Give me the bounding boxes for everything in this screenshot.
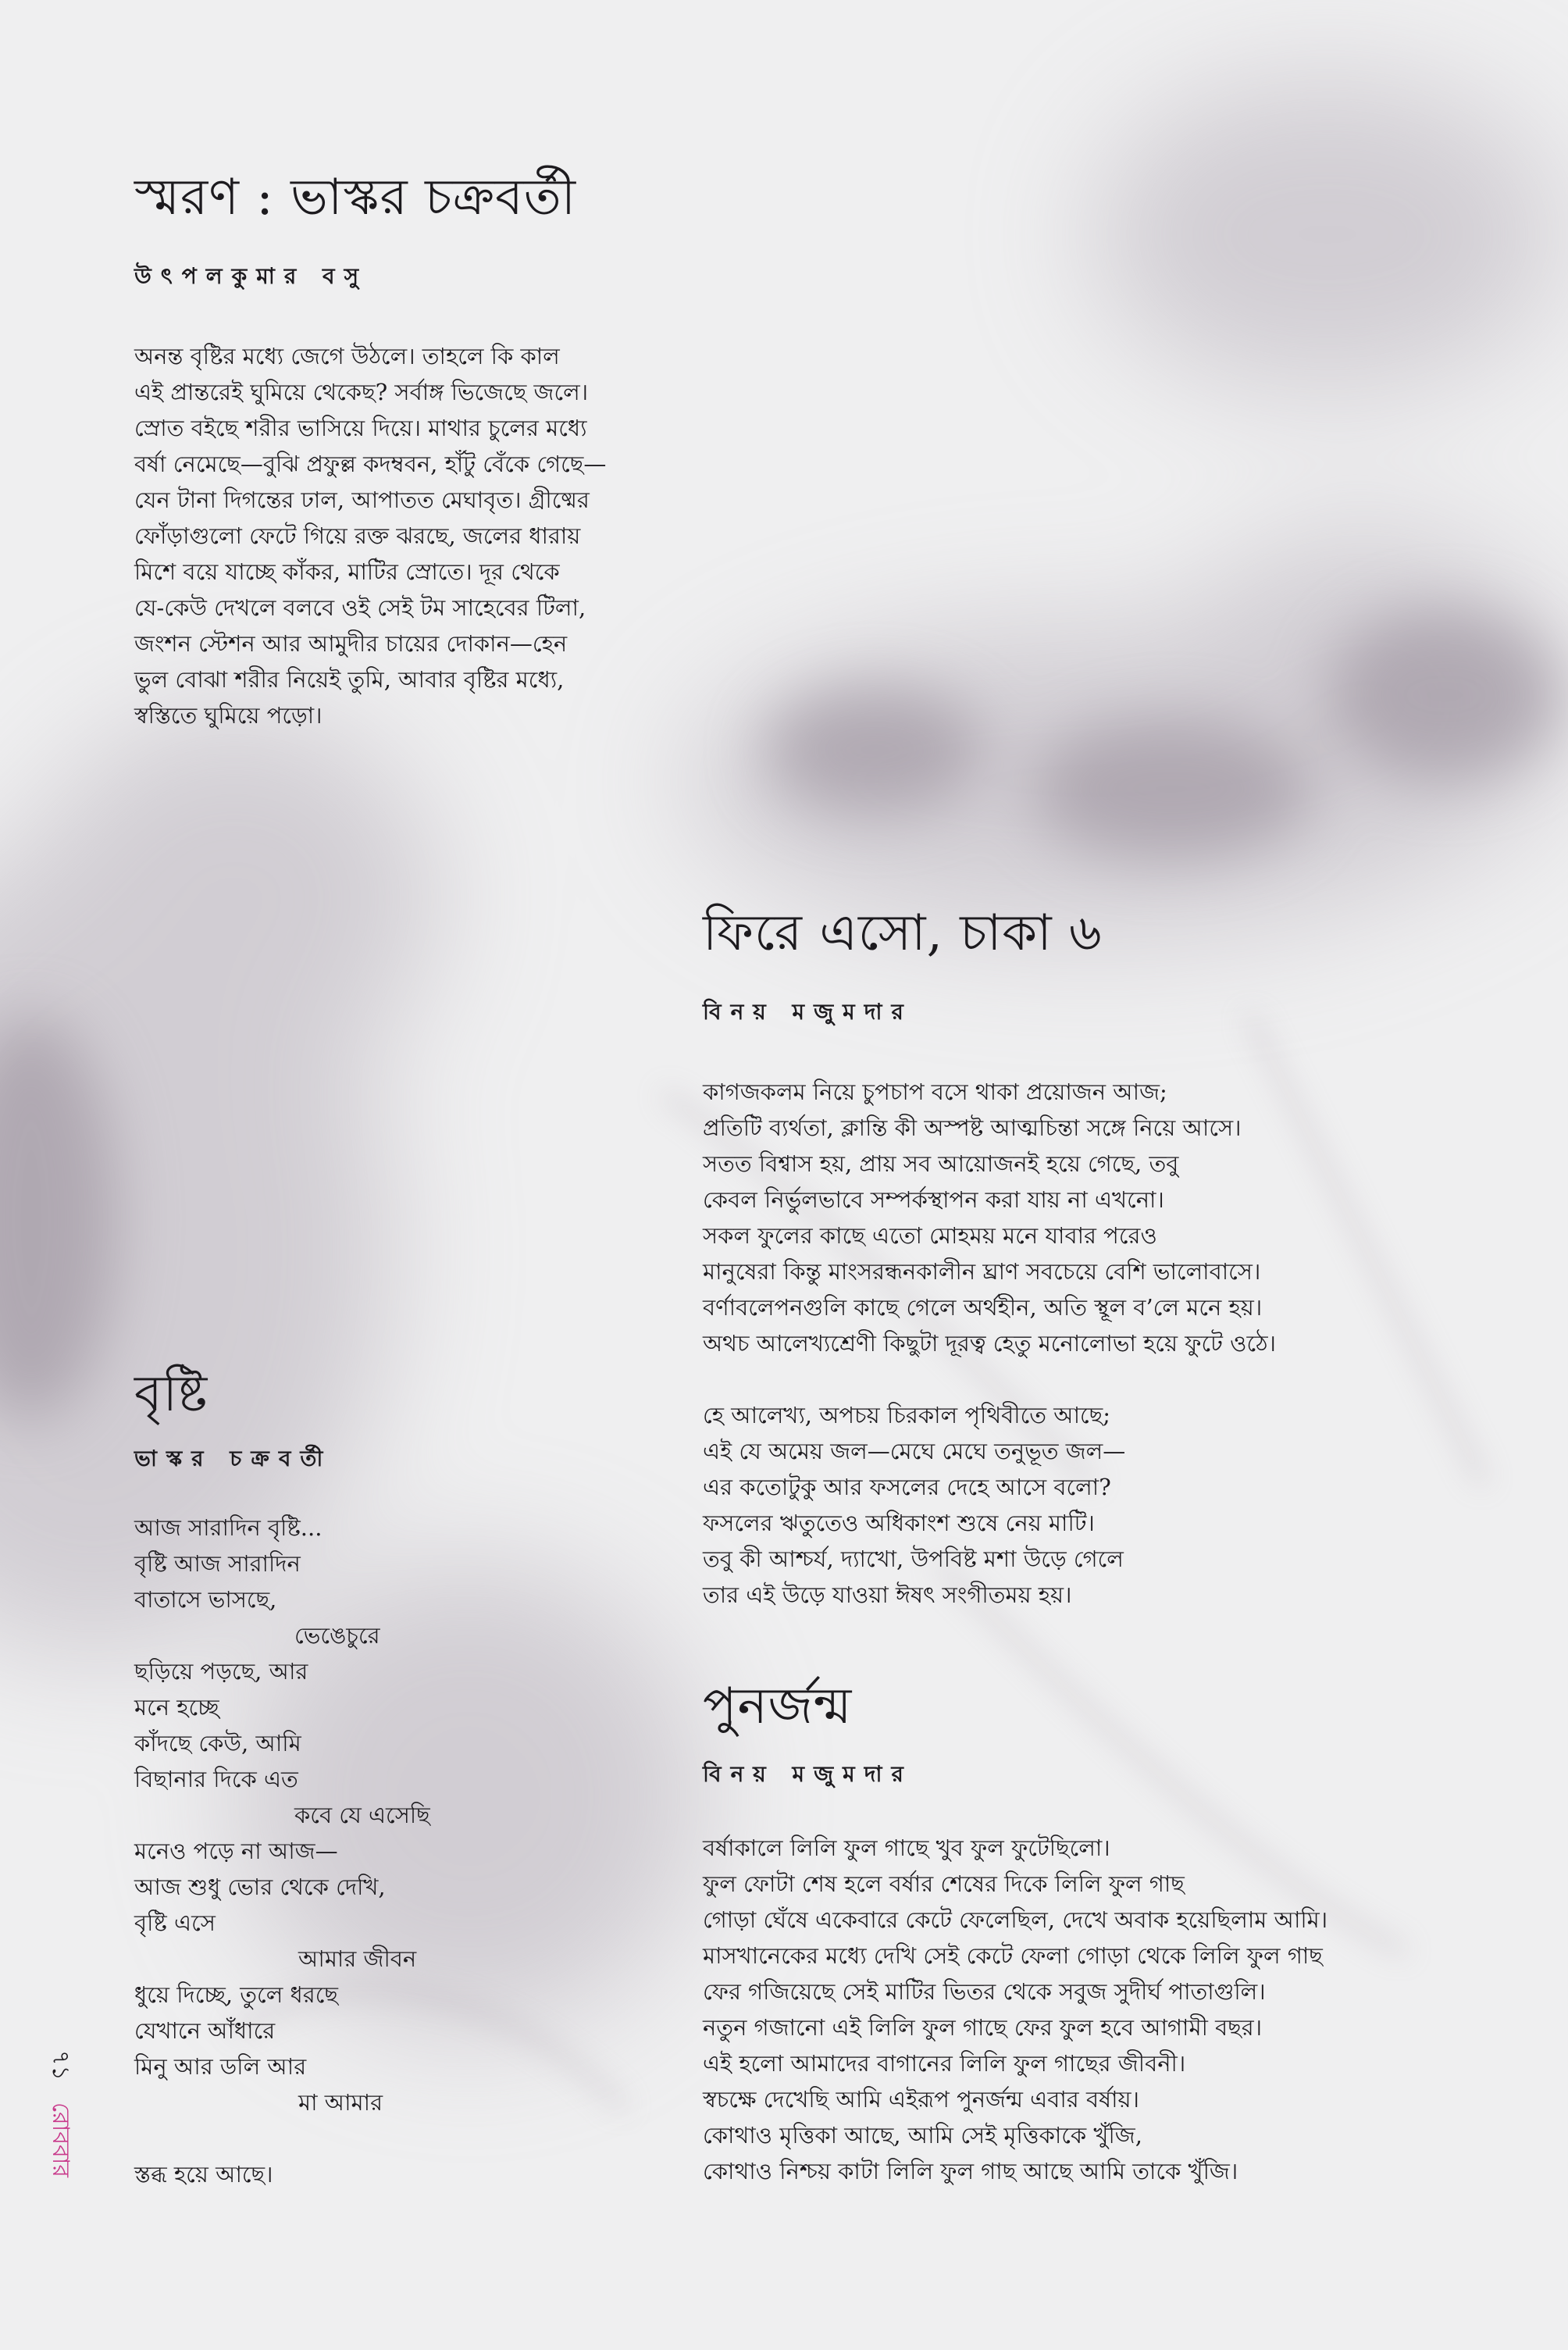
verse-line: এর কতোটুকু আর ফসলের দেহে আসে বলো? <box>703 1474 1111 1501</box>
poem-smaran <box>134 170 606 769</box>
verse-line: এই হলো আমাদের বাগানের লিলি ফুল গাছের জীবনী। <box>703 2050 1186 2077</box>
verse-line: মিনু আর ডলি আর <box>134 2053 307 2081</box>
verse-line: তবু কী আশ্চর্য, দ্যাখো, উপবিষ্ট মশা উড়ে গেলে <box>703 1546 1124 1573</box>
page-footer <box>48 2050 72 2177</box>
poem-title: পুনর্জন্ম <box>703 1678 853 1735</box>
verse-line: ভেঙেচুরে <box>294 1622 380 1649</box>
verse-line: বিছানার দিকে এত <box>134 1766 298 1793</box>
poem-title: বৃষ্টি <box>134 1365 208 1423</box>
verse-line: স্বচক্ষে দেখেছি আমি এইরূপ পুনর্জন্ম এবার বর্ষায়। <box>703 2086 1139 2113</box>
verse-line: কেবল নির্ভুলভাবে সম্পর্কস্থাপন করা যায় না এখনো। <box>703 1186 1164 1214</box>
verse-line: বৃষ্টি আজ সারাদিন <box>134 1550 301 1578</box>
verse-line: যেন টানা দিগন্তের ঢাল, আপাতত মেঘাবৃত। গ্রীষ্মের <box>134 487 590 514</box>
verse-line: বৃষ্টি এসে <box>134 1910 216 1937</box>
poem-body <box>703 1074 1276 1613</box>
verse-line: নতুন গজানো এই লিলি ফুল গাছে ফের ফুল হবে আগামী বছর। <box>703 2014 1263 2042</box>
verse-line: যেখানে আঁধারে <box>134 2017 276 2045</box>
stanza <box>703 1074 1276 1361</box>
verse-line: ফুল ফোটা শেষ হলে বর্ষার শেষের দিকে লিলি ফুল গাছ <box>703 1870 1185 1898</box>
verse-line: ফোঁড়াগুলো ফেটে গিয়ে রক্ত ঝরছে, জলের ধারায় <box>134 522 581 550</box>
page-number: ৭১ <box>47 2050 74 2081</box>
verse-line: বর্ণাবলেপনগুলি কাছে গেলে অর্থহীন, অতি স্থূল ব’লে মনে হয়। <box>703 1294 1263 1321</box>
poem-title: স্মরণ : ভাস্কর চক্রবর্তী <box>134 169 577 226</box>
poem-body <box>134 1510 430 2192</box>
verse-line: কাগজকলম নিয়ে চুপচাপ বসে থাকা প্রয়োজন আজ; <box>703 1079 1167 1106</box>
poem-author: বিনয় মজুমদার <box>703 1761 913 1788</box>
magazine-name: রোববার <box>47 2102 74 2177</box>
verse-line: মিশে বয়ে যাচ্ছে কাঁকর, মাটির স্রোতে। দূর থেকে <box>134 558 560 586</box>
poem-body <box>703 1830 1327 2189</box>
stanza <box>134 338 606 733</box>
poem-title: ফিরে এসো, চাকা ৬ <box>703 904 1103 962</box>
verse-line: স্তব্ধ হয়ে আছে। <box>134 2161 273 2188</box>
verse-line: বর্ষাকালে লিলি ফুল গাছে খুব ফুল ফুটেছিলো। <box>703 1835 1110 1862</box>
poem-author: ভাস্কর চক্রবর্তী <box>134 1446 333 1472</box>
stanza <box>703 1397 1276 1613</box>
verse-line: এই যে অমেয় জল—মেঘে মেঘে তনুভূত জল— <box>703 1438 1126 1465</box>
verse-line: অথচ আলেখ্যশ্রেণী কিছুটা দূরত্ব হেতু মনোলোভা হয়ে ফুটে ওঠে। <box>703 1330 1276 1357</box>
poem-author: উৎপলকুমার বসু <box>134 263 369 290</box>
verse-line: আজ শুধু ভোর থেকে দেখি, <box>134 1874 386 1901</box>
verse-line <box>134 2120 430 2156</box>
verse-line: মনেও পড়ে না আজ— <box>134 1838 338 1865</box>
verse-line: ফসলের ঋতুতেও অধিকাংশ শুষে নেয় মাটি। <box>703 1510 1095 1537</box>
verse-line: আজ সারাদিন বৃষ্টি... <box>134 1514 323 1542</box>
poem-body <box>134 338 606 733</box>
verse-line: তার এই উড়ে যাওয়া ঈষৎ সংগীতময় হয়। <box>703 1582 1072 1609</box>
verse-line: অনন্ত বৃষ্টির মধ্যে জেগে উঠলে। তাহলে কি কাল <box>134 343 560 370</box>
verse-line: কাঁদছে কেউ, আমি <box>134 1730 301 1757</box>
poem-author: বিনয় মজুমদার <box>703 999 913 1025</box>
verse-line: গোড়া ঘেঁষে একেবারে কেটে ফেলেছিল, দেখে অবাক হয়েছিলাম আমি। <box>703 1906 1328 1934</box>
verse-line: ধুয়ে দিচ্ছে, তুলে ধরছে <box>134 1981 338 2009</box>
poem-brishti <box>134 1367 430 2192</box>
verse-line: মনে হচ্ছে <box>134 1694 219 1721</box>
verse-line: মাসখানেকের মধ্যে দেখি সেই কেটে ফেলা গোড়া থেকে লিলি ফুল গাছ <box>703 1942 1323 1970</box>
verse-line: কোথাও মৃত্তিকা আছে, আমি সেই মৃত্তিকাকে খুঁজি, <box>703 2122 1142 2149</box>
poem-punarjanma <box>703 1679 1327 2225</box>
verse-line: প্রতিটি ব্যর্থতা, ক্লান্তি কী অস্পষ্ট আত্মচিন্তা সঙ্গে নিয়ে আসে। <box>703 1114 1242 1142</box>
verse-line: ফের গজিয়েছে সেই মাটির ভিতর থেকে সবুজ সুদীর্ঘ পাতাগুলি। <box>703 1978 1266 2006</box>
verse-line: বর্ষা নেমেছে—বুঝি প্রফুল্ল কদম্ববন, হাঁটু বেঁকে গেছে— <box>134 451 607 478</box>
verse-line: স্বস্তিতে ঘুমিয়ে পড়ো। <box>134 702 323 729</box>
verse-line: জংশন স্টেশন আর আমুদীর চায়ের দোকান—হেন <box>134 630 568 658</box>
verse-line: স্রোত বইছে শরীর ভাসিয়ে দিয়ে। মাথার চুলের মধ্যে <box>134 415 587 442</box>
verse-line: বাতাসে ভাসছে, <box>134 1586 277 1614</box>
verse-line: হে আলেখ্য, অপচয় চিরকাল পৃথিবীতে আছে; <box>703 1402 1111 1429</box>
verse-line: এই প্রান্তরেই ঘুমিয়ে থেকেছ? সর্বাঙ্গ ভিজেছে জলে। <box>134 379 589 406</box>
verse-line: আমার জীবন <box>298 1945 417 1973</box>
stanza <box>703 1830 1327 2189</box>
verse-line: সতত বিশ্বাস হয়, প্রায় সব আয়োজনই হয়ে গেছে, তবু <box>703 1150 1179 1178</box>
verse-line: যে-কেউ দেখলে বলবে ওই সেই টম সাহেবের টিলা, <box>134 594 586 622</box>
verse-line: ভুল বোঝা শরীর নিয়েই তুমি, আবার বৃষ্টির মধ্যে, <box>134 666 565 694</box>
verse-line: মা আমার <box>298 2089 383 2116</box>
verse-line: কোথাও নিশ্চয় কাটা লিলি ফুল গাছ আছে আমি তাকে খুঁজি। <box>703 2158 1238 2185</box>
verse-line: সকল ফুলের কাছে এতো মোহময় মনে যাবার পরেও <box>703 1222 1157 1250</box>
verse-line: ছড়িয়ে পড়ছে, আর <box>134 1658 308 1685</box>
verse-line: কবে যে এসেছি <box>294 1802 430 1829</box>
poem-phire-eso-chaka <box>703 906 1276 1649</box>
verse-line: মানুষেরা কিন্তু মাংসরন্ধনকালীন ঘ্রাণ সবচেয়ে বেশি ভালোবাসে। <box>703 1258 1261 1286</box>
